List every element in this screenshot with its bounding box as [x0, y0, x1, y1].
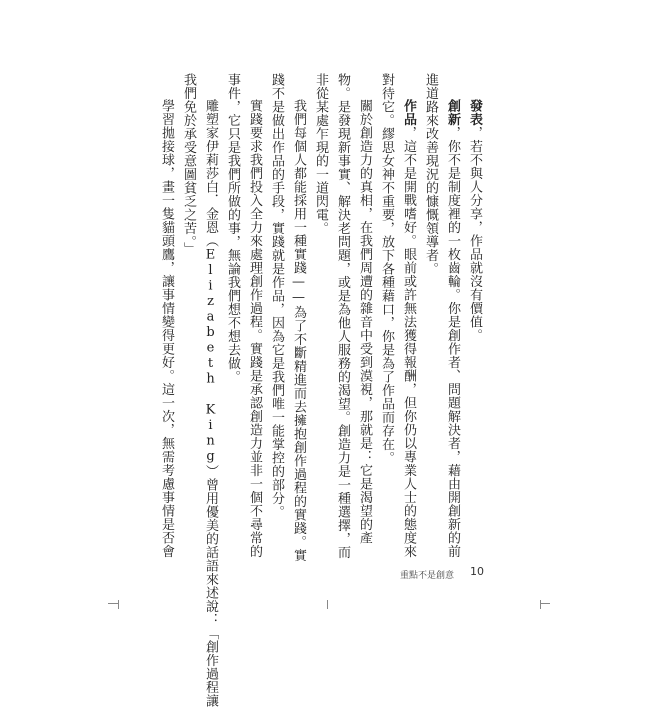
- paragraph-practice-demand: [243, 73, 265, 558]
- paragraph-text: 踐不是做出作品的手段，實踐就是作品，因為它是我們唯一能掌控的部分。: [269, 73, 284, 519]
- paragraph-work-cont: [375, 73, 397, 533]
- crop-mark-right-vertical: [540, 600, 541, 609]
- paragraph-text: 我們免於承受意圖貧乏之苦。」: [181, 73, 196, 256]
- crop-mark-right: [540, 603, 550, 604]
- paragraph-text: 關於創造力的真相，在我們周遭的雜音中受到漠視，那就是：它是渴望的產: [357, 99, 372, 545]
- keyword-innovation: 創新: [445, 99, 460, 126]
- paragraph-text: 雕塑家伊莉莎白．金恩（Elizabeth King）曾用優美的話語來述說：「創作過程讓: [203, 99, 218, 708]
- paragraph-text: 學習拋接球，畫一隻貓頭鷹，讓事情變得更好。這一次，無需考慮事情是否會: [159, 99, 174, 558]
- paragraph-practice-demand-cont: [221, 73, 243, 533]
- paragraph-quote: [199, 73, 221, 708]
- keyword-publish: 發表: [467, 99, 482, 126]
- paragraph-text: 實踐要求我們投入全力來處理創作過程。實踐是承認創造力並非一個不尋常的: [247, 99, 262, 558]
- paragraph-text: ，若不與人分享，作品就沒有價值。: [467, 126, 482, 342]
- keyword-work: 作品: [401, 99, 416, 126]
- paragraph-truth-cont: [331, 73, 353, 559]
- paragraph-truth: [353, 73, 375, 545]
- paragraph-practice-cont: [265, 73, 287, 533]
- running-footer-title: 重點不是創意: [400, 571, 455, 581]
- paragraph-text: 物。是發現新事實、解決老問題，或是為他人服務的渴望。創造力是一種選擇，而: [335, 73, 350, 559]
- paragraph-practice: [287, 73, 309, 562]
- paragraph-innovation-cont: [419, 73, 441, 533]
- paragraph-text: ，你不是制度裡的一枚齒輪。你是創作者、問題解決者，藉由開創新的前: [445, 126, 460, 558]
- paragraph-quote-cont: [177, 73, 199, 533]
- crop-mark-left: [108, 603, 118, 604]
- crop-mark-left-vertical: [118, 600, 119, 609]
- page-number: 10: [470, 565, 484, 578]
- paragraph-innovation: [441, 73, 463, 558]
- paragraph-text: 非從某處乍現的一道閃電。: [313, 73, 328, 235]
- paragraph-text: 進道路來改善現況的慷慨領導者。: [423, 73, 438, 276]
- paragraph-publish: [463, 73, 485, 533]
- paragraph-truth-end: [309, 73, 331, 533]
- crop-mark-center: [327, 600, 328, 609]
- paragraph-text: ，這不是開戰嗜好。眼前或許無法獲得報酬，但你仍以專業人士的態度來: [401, 126, 416, 558]
- paragraph-text: 事件，它只是我們所做的事，無論我們想不想去做。: [225, 73, 240, 384]
- paragraph-text: 我們每個人都能採用一種實踐——為了不斷精進而去擁抱創作過程的實踐。實: [291, 99, 306, 562]
- paragraph-work: [397, 73, 419, 558]
- paragraph-text: 對待它。繆思女神不重要，放下各種藉口，你是為了作品而存在。: [379, 73, 394, 465]
- paragraph-learn: [155, 73, 177, 558]
